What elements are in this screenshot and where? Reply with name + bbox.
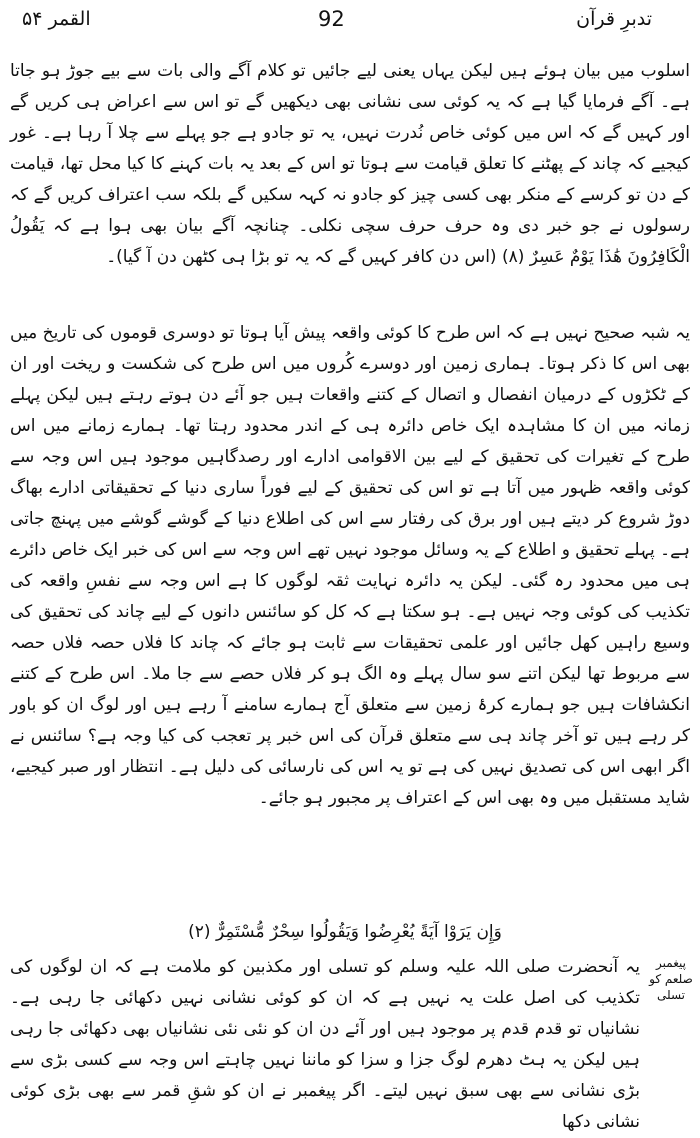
paragraph-1: اسلوب میں بیان ہوئے ہیں لیکن یہاں یعنی لیے جائیں تو کلام آگے والی بات سے بیے جوڑ ہو جاتا ہے۔ آگے فرمایا گیا ہے کہ یہ کوئی سی نشانی بھی دیکھیں گے تو اس سے اعراض ہی کریں گے اور کہیں گے کہ اس میں کوئی خاص نُدرت نہیں، یہ تو جادو ہے جو پہلے سے چلا آ رہا ہے۔ غور کیجیے کہ چاند کے پھٹنے کا تعلق قیامت سے ہوتا تو اس کے بعد یہ بات کہنے کا کیا محل تھا، قیامت کے دن تو کرسے کے منکر بھی کسی چیز کو جادو نہ کہہ سکیں گے بلکہ سب اعتراف کریں گے کہ رسولوں نے جو خبر دی وہ حرف حرف سچی نکلی۔ چنانچہ آگے بیان بھی ہوا ہے کہ يَقُولُ الْكَافِرُونَ هَٰذَا يَوْمٌ عَسِرٌ (۸) (اس دن کافر کہیں گے کہ یہ تو بڑا ہی کٹھن دن آ گیا)۔ [10,61,690,267]
book-title: تدبرِ قرآن [576,8,652,30]
margin-note: پیغمبر صلعم کو تسلی [649,956,693,1002]
paragraph-3: یہ آنحضرت صلی اللہ علیہ وسلم کو تسلی اور مکذبین کو ملامت ہے کہ ان لوگوں کی تکذیب کی اصل علت یہ نہیں ہے کہ ان کو کوئی نشانی نہیں دکھائی جا رہی ہے۔ نشانیاں تو قدم قدم پر موجود ہیں اور آئے دن ان کو نئی نئی نشانیاں بھی دکھائی جا رہی ہیں لیکن یہ ہٹ دھرم لوگ جزا و سزا کو ماننا نہیں چاہتے اس وجہ سے کسی بڑی سے بڑی نشانی سے بھی سبق نہیں لیتے۔ اگر پیغمبر نے ان کو شقِ قمر سے بھی بڑی کوئی نشانی دکھا [10,957,640,1132]
page-body [10,56,690,856]
quran-verse: وَإِن يَرَوْا آيَةً يُعْرِضُوا وَيَقُولُوا سِحْرٌ مُّسْتَمِرٌّ (۲) [188,922,502,942]
page-number: 92 [318,7,345,31]
surah-reference: القمر ۵۴ [22,8,91,30]
paragraph-2: یہ شبہ صحیح نہیں ہے کہ اس طرح کا کوئی واقعہ پیش آیا ہوتا تو دوسری قوموں کی تاریخ میں بھی اس کا ذکر ہوتا۔ ہماری زمین اور دوسرے کُروں میں اس طرح کی شکست و ریخت اور ان کے ٹکڑوں کے درمیان انفصال و اتصال کے کتنے واقعات ہیں جو آئے دن ہوتے رہتے ہیں لیکن پہلے زمانہ میں ان کا مشاہدہ ایک خاص دائرہ ہی کے اندر محدود رہتا تھا۔ ہمارے زمانے میں اس طرح کے تغیرات کی تحقیق کے لیے بین الاقوامی ادارے اور رصدگاہیں موجود ہیں اس وجہ سے کوئی واقعہ ظہور میں آتا ہے تو اس کی تحقیق کے لیے فوراً ساری دنیا کے تحقیقاتی ادارے بھاگ دوڑ شروع کر دیتے ہیں اور برق کی رفتار سے اس کی اطلاع دنیا کے گوشے گوشے میں پہنچ جاتی ہے۔ پہلے تحقیق و اطلاع کے یہ وسائل موجود نہیں تھے اس وجہ سے اس کی خبر ایک خاص دائرے ہی میں محدود رہ گئی۔ لیکن یہ دائرہ نہایت ثقہ لوگوں کا ہے اس وجہ سے نفسِ واقعہ کی تکذیب کی کوئی وجہ نہیں ہے۔ ہو سکتا ہے کہ کل کو سائنس دانوں کے لیے چاند کی تحقیق کی وسیع راہیں کھل جائیں اور علمی تحقیقات سے ثابت ہو جائے کہ چاند کا فلاں حصہ فلاں حصہ سے مربوط تھا لیکن اتنے سو سال پہلے وہ الگ ہو کر فلاں حصے سے جا ملا۔ اس طرح کے کتنے انکشافات ہیں جو ہمارے کرۂ زمین سے متعلق آج ہمارے سامنے آ رہے ہیں اور لوگ ان کو باور کر رہے ہیں تو آخر چاند ہی سے متعلق قرآن کی اس خبر پر تعجب کی کیا وجہ ہے؟ سائنس نے اگر ابھی اس کی تصدیق نہیں کی ہے تو یہ اس کی نارسائی کی دلیل ہے۔ انتظار اور صبر کیجیے، شاید مستقبل میں وہ بھی اس کے اعتراف پر مجبور ہو جائے۔ [10,323,690,808]
